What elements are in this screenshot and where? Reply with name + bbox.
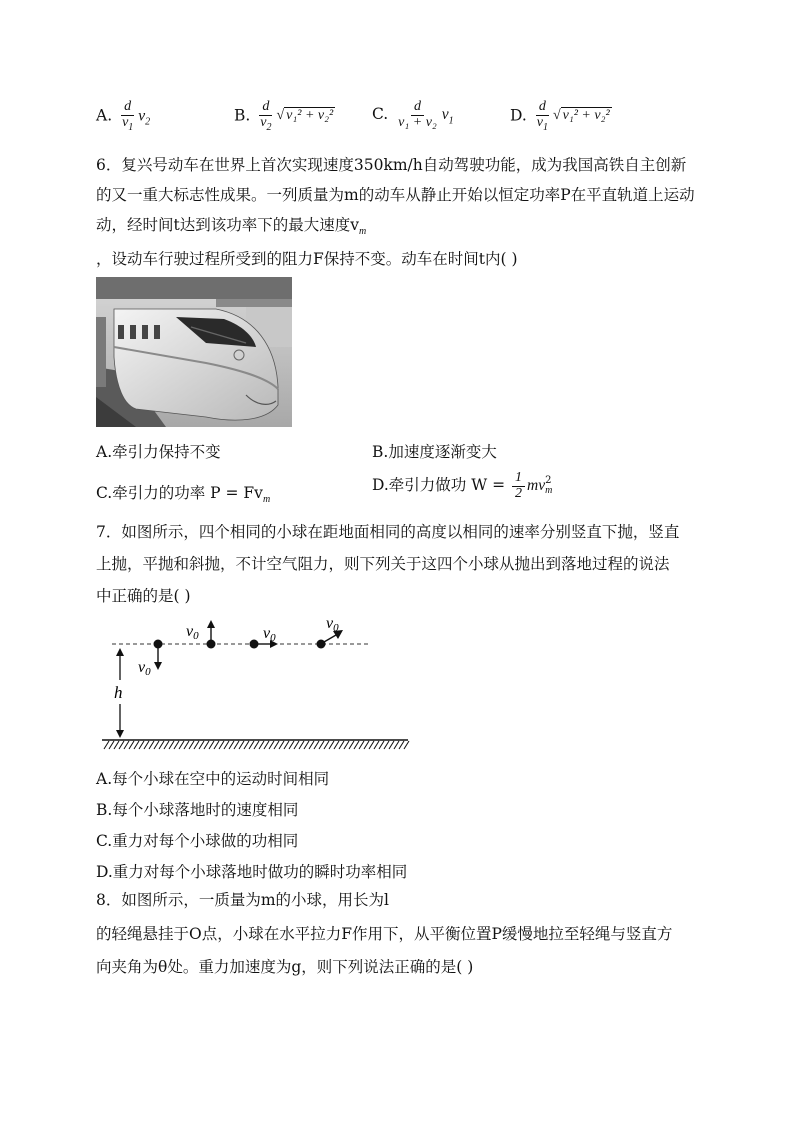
- q6-line-3: [96, 213, 366, 237]
- q7-option-d: D.重力对每个小球落地时做功的瞬时功率相同: [96, 863, 408, 881]
- label-v0-horizontal: [263, 625, 276, 644]
- hatch-mark: [189, 741, 194, 749]
- option-label: A.: [96, 106, 113, 125]
- numerator: d: [411, 100, 424, 116]
- fraction: [534, 100, 551, 133]
- tail-var: v: [138, 107, 146, 125]
- hatch-mark: [329, 741, 334, 749]
- denominator: [534, 116, 551, 133]
- hatch-mark: [109, 741, 114, 749]
- hatch-mark: [154, 741, 159, 749]
- numerator: d: [536, 100, 549, 116]
- hatch-mark: [379, 741, 384, 749]
- radicand: v₁² + v₂²: [562, 108, 610, 124]
- hatch-mark: [294, 741, 299, 749]
- hatch-mark: [259, 741, 264, 749]
- hatch-mark: [119, 741, 124, 749]
- hatch-mark: [394, 741, 399, 749]
- hatch-mark: [384, 741, 389, 749]
- hatch-mark: [204, 741, 209, 749]
- hatch-mark: [124, 741, 129, 749]
- hatch-mark: [224, 741, 229, 749]
- option-label: D.: [510, 106, 527, 125]
- hatch-mark: [164, 741, 169, 749]
- q7-line-3: 中正确的是( ): [96, 587, 191, 605]
- denominator: [257, 116, 274, 133]
- den-var: v: [536, 114, 543, 130]
- hatch-mark: [214, 741, 219, 749]
- hatch-mark: [289, 741, 294, 749]
- hatch-mark: [234, 741, 239, 749]
- hatch-mark: [339, 741, 344, 749]
- q6-option-c-text: C.牵引力的功率 P = Fv: [96, 484, 263, 502]
- v: v: [263, 625, 271, 642]
- train-photo: [96, 277, 292, 427]
- q5-option-a: [96, 100, 150, 133]
- sub: 0: [333, 622, 339, 634]
- sub: 0: [270, 632, 276, 644]
- q7-option-a: A.每个小球在空中的运动时间相同: [96, 770, 330, 788]
- hatch-mark: [389, 741, 394, 749]
- hatch-mark: [239, 741, 244, 749]
- tail-sub: 2: [145, 116, 151, 128]
- q6-line-3-text: 动，经时间t达到该功率下的最大速度v: [96, 216, 359, 234]
- den-sub: 1: [128, 121, 134, 133]
- den-sub: 2: [266, 121, 272, 133]
- numerator: 1: [512, 471, 525, 487]
- sub: 0: [145, 666, 151, 678]
- hatch-mark: [264, 741, 269, 749]
- hatch-mark: [209, 741, 214, 749]
- q7-line-1: 7．如图所示，四个相同的小球在距地面相同的高度以相同的速率分别竖直下抛，竖直: [96, 523, 680, 541]
- numerator: d: [259, 100, 272, 116]
- hatch-mark: [399, 741, 404, 749]
- q8-line-2: 的轻绳悬挂于O点，小球在水平拉力F作用下，从平衡位置P缓慢地拉至轻绳与竖直方: [96, 925, 673, 943]
- q5-option-b: [234, 100, 335, 133]
- q6-option-d-text: D.牵引力做功 W =: [372, 476, 506, 495]
- v: v: [186, 623, 194, 640]
- hatch-mark: [104, 741, 109, 749]
- denominator: v₁ + v₂: [398, 114, 437, 130]
- arrow-down-icon: [116, 730, 124, 738]
- hatch-mark: [299, 741, 304, 749]
- q7-option-c: C.重力对每个小球做的功相同: [96, 832, 299, 850]
- ground-hatch: [104, 741, 409, 749]
- hatch-mark: [319, 741, 324, 749]
- hatch-mark: [404, 741, 409, 749]
- sqrt: √ v₁² + v₂²: [276, 108, 334, 124]
- hatch-mark: [304, 741, 309, 749]
- v: v: [326, 615, 334, 632]
- option-label: C.: [372, 105, 389, 124]
- hatch-mark: [179, 741, 184, 749]
- denominator: [119, 116, 136, 133]
- q6-line-3-sub: m: [359, 226, 367, 238]
- q5-option-c: [372, 100, 454, 130]
- q7-option-b: B.每个小球落地时的速度相同: [96, 801, 299, 819]
- sqrt: √ v₁² + v₂²: [552, 108, 610, 124]
- hatch-mark: [314, 741, 319, 749]
- hatch-mark: [279, 741, 284, 749]
- q7-line-2: 上抛，平抛和斜抛，不计空气阻力，则下列关于这四个小球从抛出到落地过程的说法: [96, 555, 670, 573]
- label-v0-down: [138, 659, 151, 678]
- q6-option-b: B.加速度逐渐变大: [372, 443, 497, 461]
- hatch-mark: [354, 741, 359, 749]
- sub: m: [545, 485, 553, 497]
- q6-option-c: [96, 481, 270, 505]
- hatch-mark: [249, 741, 254, 749]
- sub: 0: [193, 630, 199, 642]
- hatch-mark: [359, 741, 364, 749]
- ball-down: [154, 640, 163, 649]
- tail-sub: 1: [448, 115, 454, 127]
- arrow-up-icon: [116, 648, 124, 656]
- radicand: v₁² + v₂²: [286, 108, 334, 124]
- hatch-mark: [199, 741, 204, 749]
- hatch-mark: [139, 741, 144, 749]
- den-var: v: [260, 114, 267, 130]
- hatch-mark: [334, 741, 339, 749]
- arrow-up-icon: [207, 620, 215, 628]
- label-h: h: [114, 683, 123, 702]
- hatch-mark: [344, 741, 349, 749]
- hatch-mark: [309, 741, 314, 749]
- hatch-mark: [219, 741, 224, 749]
- label-v0-slant: [326, 615, 339, 634]
- hatch-mark: [374, 741, 379, 749]
- den-var: v: [122, 114, 129, 130]
- q6-line-4: ，设动车行驶过程所受到的阻力F保持不变。动车在时间t内( ): [96, 250, 518, 268]
- hatch-mark: [229, 741, 234, 749]
- ball-slant: [317, 640, 326, 649]
- q6-option-a: A.牵引力保持不变: [96, 443, 221, 461]
- den-sub: 1: [542, 121, 548, 133]
- hatch-mark: [244, 741, 249, 749]
- hatch-mark: [159, 741, 164, 749]
- hatch-mark: [274, 741, 279, 749]
- ball-horizontal: [250, 640, 259, 649]
- fraction: [119, 100, 136, 133]
- hatch-mark: [194, 741, 199, 749]
- hatch-mark: [324, 741, 329, 749]
- denominator: 2: [515, 485, 523, 501]
- hatch-mark: [144, 741, 149, 749]
- tail-var: v: [441, 106, 449, 124]
- hatch-mark: [364, 741, 369, 749]
- q6-line-1: 6．复兴号动车在世界上首次实现速度350km/h自动驾驶功能，成为我国高铁自主创新: [96, 156, 687, 174]
- q6-option-d: [372, 471, 552, 501]
- fraction: [395, 100, 440, 130]
- label-v0-up: [186, 623, 199, 642]
- hatch-mark: [129, 741, 134, 749]
- hatch-mark: [114, 741, 119, 749]
- v: v: [138, 659, 146, 676]
- q6-line-2: 的又一重大标志性成果。一列质量为m的动车从静止开始以恒定功率P在平直轨道上运动: [96, 186, 695, 204]
- q6-option-d-tail: mv: [527, 477, 546, 495]
- q6-option-c-sub: m: [262, 494, 271, 506]
- hatch-mark: [149, 741, 154, 749]
- hatch-mark: [369, 741, 374, 749]
- arrow-down-icon: [154, 662, 162, 670]
- hatch-mark: [174, 741, 179, 749]
- fraction: [512, 471, 525, 501]
- ball-up: [207, 640, 216, 649]
- hatch-mark: [169, 741, 174, 749]
- q8-line-3: 向夹角为θ处。重力加速度为g，则下列说法正确的是( ): [96, 958, 474, 976]
- hatch-mark: [349, 741, 354, 749]
- hatch-mark: [184, 741, 189, 749]
- option-label: B.: [234, 106, 251, 125]
- hatch-mark: [254, 741, 259, 749]
- sup: 2: [545, 475, 552, 487]
- q5-option-d: [510, 100, 612, 133]
- q7-figure: [100, 612, 412, 752]
- hatch-mark: [269, 741, 274, 749]
- q8-line-1: 8．如图所示，一质量为m的小球，用长为l: [96, 891, 390, 909]
- numerator: d: [121, 100, 134, 116]
- hatch-mark: [134, 741, 139, 749]
- fraction: [257, 100, 274, 133]
- sub-sup: [545, 476, 552, 496]
- hatch-mark: [284, 741, 289, 749]
